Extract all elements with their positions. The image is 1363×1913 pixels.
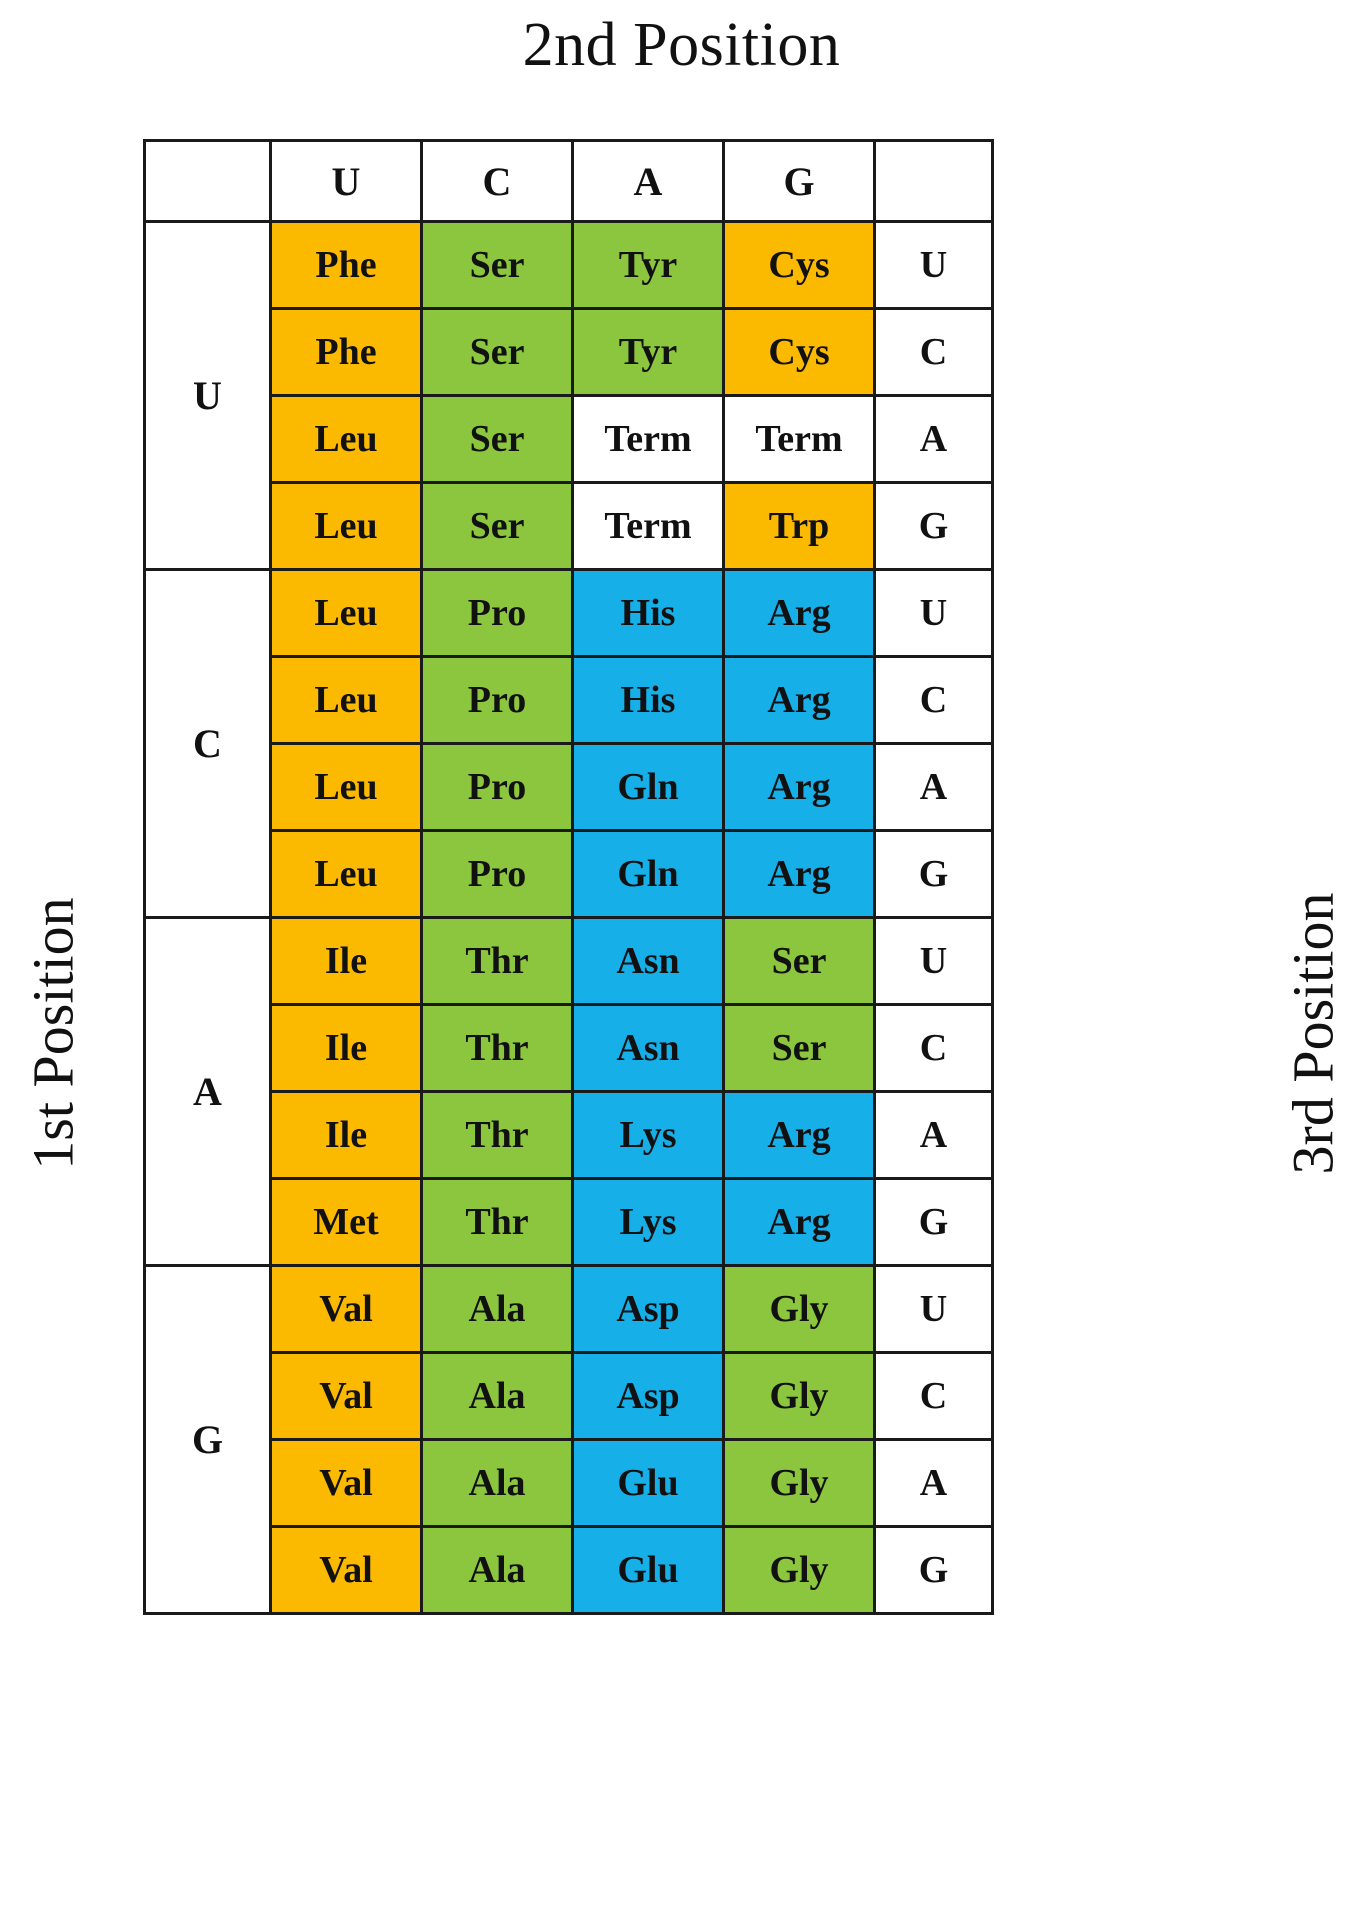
codon-cell <box>271 657 422 744</box>
codon-cell <box>724 396 875 483</box>
header-corner-right <box>875 141 993 222</box>
amino-acid-label: Lys <box>574 1180 722 1264</box>
amino-acid-label: Pro <box>423 658 571 742</box>
codon-cell <box>573 570 724 657</box>
codon-cell <box>724 1005 875 1092</box>
amino-acid-label: Gly <box>725 1354 873 1438</box>
codon-cell <box>573 831 724 918</box>
first-position-title: 1st Position <box>20 897 86 1170</box>
first-position-label-u: U <box>145 222 271 570</box>
amino-acid-label: Glu <box>574 1441 722 1525</box>
amino-acid-label: Phe <box>272 310 420 394</box>
table-header-row <box>145 141 993 222</box>
codon-cell <box>724 1092 875 1179</box>
first-position-label-g: G <box>145 1266 271 1614</box>
amino-acid-label: Thr <box>423 1093 571 1177</box>
codon-cell <box>573 483 724 570</box>
codon-cell <box>724 483 875 570</box>
codon-cell <box>422 222 573 309</box>
amino-acid-label: Arg <box>725 745 873 829</box>
table-row <box>145 657 993 744</box>
table-row <box>145 396 993 483</box>
codon-cell <box>573 222 724 309</box>
genetic-code-table <box>143 139 994 1615</box>
table-row <box>145 222 993 309</box>
codon-cell <box>271 483 422 570</box>
amino-acid-label: Glu <box>574 1528 722 1612</box>
codon-cell <box>724 222 875 309</box>
third-position-label-u: U <box>875 1266 993 1353</box>
codon-cell <box>422 570 573 657</box>
codon-cell <box>422 1527 573 1614</box>
codon-cell <box>724 309 875 396</box>
third-position-label-a: A <box>875 1092 993 1179</box>
amino-acid-label: Ser <box>725 919 873 1003</box>
table-row <box>145 1353 993 1440</box>
amino-acid-label: Arg <box>725 832 873 916</box>
amino-acid-label: Phe <box>272 223 420 307</box>
third-position-label-g: G <box>875 1527 993 1614</box>
amino-acid-label: Leu <box>272 571 420 655</box>
third-position-label-u: U <box>875 222 993 309</box>
codon-cell <box>573 1353 724 1440</box>
amino-acid-label: His <box>574 658 722 742</box>
third-position-label-a: A <box>875 1440 993 1527</box>
codon-cell <box>573 1005 724 1092</box>
table-row <box>145 1005 993 1092</box>
codon-cell <box>422 1440 573 1527</box>
amino-acid-label: Tyr <box>574 310 722 394</box>
amino-acid-label: Gln <box>574 832 722 916</box>
amino-acid-label: Arg <box>725 571 873 655</box>
codon-cell <box>271 1353 422 1440</box>
codon-cell <box>271 1005 422 1092</box>
amino-acid-label: Leu <box>272 484 420 568</box>
codon-cell <box>724 1179 875 1266</box>
amino-acid-label: Ser <box>423 484 571 568</box>
codon-cell <box>422 1353 573 1440</box>
amino-acid-label: Ala <box>423 1354 571 1438</box>
amino-acid-label: Gly <box>725 1267 873 1351</box>
codon-cell <box>271 1527 422 1614</box>
codon-cell <box>271 831 422 918</box>
amino-acid-label: Ala <box>423 1441 571 1525</box>
codon-cell <box>573 918 724 1005</box>
codon-cell <box>271 1440 422 1527</box>
amino-acid-label: Ala <box>423 1267 571 1351</box>
codon-cell <box>573 1179 724 1266</box>
amino-acid-label: Term <box>725 397 873 481</box>
table-row <box>145 1527 993 1614</box>
amino-acid-label: Trp <box>725 484 873 568</box>
table-row <box>145 570 993 657</box>
header-corner-left <box>145 141 271 222</box>
codon-cell <box>271 918 422 1005</box>
amino-acid-label: Leu <box>272 832 420 916</box>
codon-cell <box>422 918 573 1005</box>
codon-cell <box>573 1527 724 1614</box>
codon-cell <box>271 1179 422 1266</box>
first-position-label-c: C <box>145 570 271 918</box>
codon-cell <box>573 1092 724 1179</box>
amino-acid-label: His <box>574 571 722 655</box>
codon-cell <box>271 309 422 396</box>
table-row <box>145 483 993 570</box>
amino-acid-label: Ser <box>423 223 571 307</box>
third-position-label-c: C <box>875 1353 993 1440</box>
amino-acid-label: Arg <box>725 1093 873 1177</box>
amino-acid-label: Thr <box>423 1180 571 1264</box>
table-row <box>145 831 993 918</box>
amino-acid-label: Ile <box>272 1006 420 1090</box>
third-position-label-g: G <box>875 1179 993 1266</box>
table-row <box>145 1092 993 1179</box>
amino-acid-label: Term <box>574 397 722 481</box>
amino-acid-label: Ile <box>272 1093 420 1177</box>
codon-cell <box>724 1527 875 1614</box>
amino-acid-label: Asp <box>574 1354 722 1438</box>
amino-acid-label: Val <box>272 1528 420 1612</box>
codon-cell <box>271 570 422 657</box>
codon-cell <box>724 1266 875 1353</box>
amino-acid-label: Asn <box>574 919 722 1003</box>
amino-acid-label: Pro <box>423 745 571 829</box>
codon-cell <box>271 1092 422 1179</box>
third-position-title: 3rd Position <box>1280 892 1346 1175</box>
amino-acid-label: Asn <box>574 1006 722 1090</box>
amino-acid-label: Ser <box>423 397 571 481</box>
column-header-g: G <box>724 141 875 222</box>
table-row <box>145 918 993 1005</box>
codon-cell <box>573 396 724 483</box>
amino-acid-label: Gln <box>574 745 722 829</box>
amino-acid-label: Arg <box>725 1180 873 1264</box>
codon-cell <box>573 744 724 831</box>
codon-cell <box>422 1005 573 1092</box>
amino-acid-label: Val <box>272 1441 420 1525</box>
amino-acid-label: Arg <box>725 658 873 742</box>
codon-cell <box>271 1266 422 1353</box>
table-row <box>145 1266 993 1353</box>
codon-cell <box>724 744 875 831</box>
codon-cell <box>422 483 573 570</box>
codon-cell <box>422 309 573 396</box>
codon-cell <box>271 744 422 831</box>
codon-cell <box>422 1092 573 1179</box>
codon-cell <box>724 1440 875 1527</box>
third-position-label-a: A <box>875 744 993 831</box>
third-position-label-c: C <box>875 657 993 744</box>
amino-acid-label: Cys <box>725 223 873 307</box>
amino-acid-label: Lys <box>574 1093 722 1177</box>
amino-acid-label: Ser <box>725 1006 873 1090</box>
amino-acid-label: Cys <box>725 310 873 394</box>
third-position-label-g: G <box>875 483 993 570</box>
third-position-label-g: G <box>875 831 993 918</box>
third-position-label-c: C <box>875 1005 993 1092</box>
codon-cell <box>422 657 573 744</box>
amino-acid-label: Leu <box>272 658 420 742</box>
codon-cell <box>573 1440 724 1527</box>
codon-cell <box>724 918 875 1005</box>
amino-acid-label: Tyr <box>574 223 722 307</box>
amino-acid-label: Term <box>574 484 722 568</box>
codon-cell <box>271 222 422 309</box>
amino-acid-label: Val <box>272 1267 420 1351</box>
amino-acid-label: Pro <box>423 832 571 916</box>
codon-cell <box>271 396 422 483</box>
third-position-label-u: U <box>875 918 993 1005</box>
column-header-u: U <box>271 141 422 222</box>
codon-cell <box>724 657 875 744</box>
amino-acid-label: Gly <box>725 1441 873 1525</box>
table-row <box>145 1440 993 1527</box>
first-position-label-a: A <box>145 918 271 1266</box>
codon-cell <box>573 309 724 396</box>
codon-cell <box>422 396 573 483</box>
table-row <box>145 309 993 396</box>
column-header-a: A <box>573 141 724 222</box>
amino-acid-label: Thr <box>423 1006 571 1090</box>
amino-acid-label: Ala <box>423 1528 571 1612</box>
third-position-label-a: A <box>875 396 993 483</box>
amino-acid-label: Ile <box>272 919 420 1003</box>
codon-cell <box>573 657 724 744</box>
codon-cell <box>724 570 875 657</box>
amino-acid-label: Met <box>272 1180 420 1264</box>
amino-acid-label: Val <box>272 1354 420 1438</box>
table-row <box>145 744 993 831</box>
table-row <box>145 1179 993 1266</box>
amino-acid-label: Thr <box>423 919 571 1003</box>
codon-cell <box>724 831 875 918</box>
amino-acid-label: Pro <box>423 571 571 655</box>
codon-cell <box>422 831 573 918</box>
codon-cell <box>724 1353 875 1440</box>
amino-acid-label: Asp <box>574 1267 722 1351</box>
amino-acid-label: Leu <box>272 745 420 829</box>
codon-cell <box>422 744 573 831</box>
amino-acid-label: Gly <box>725 1528 873 1612</box>
third-position-label-u: U <box>875 570 993 657</box>
column-header-c: C <box>422 141 573 222</box>
second-position-title: 2nd Position <box>522 11 841 79</box>
amino-acid-label: Ser <box>423 310 571 394</box>
codon-cell <box>422 1179 573 1266</box>
codon-cell <box>573 1266 724 1353</box>
third-position-label-c: C <box>875 309 993 396</box>
codon-cell <box>422 1266 573 1353</box>
amino-acid-label: Leu <box>272 397 420 481</box>
